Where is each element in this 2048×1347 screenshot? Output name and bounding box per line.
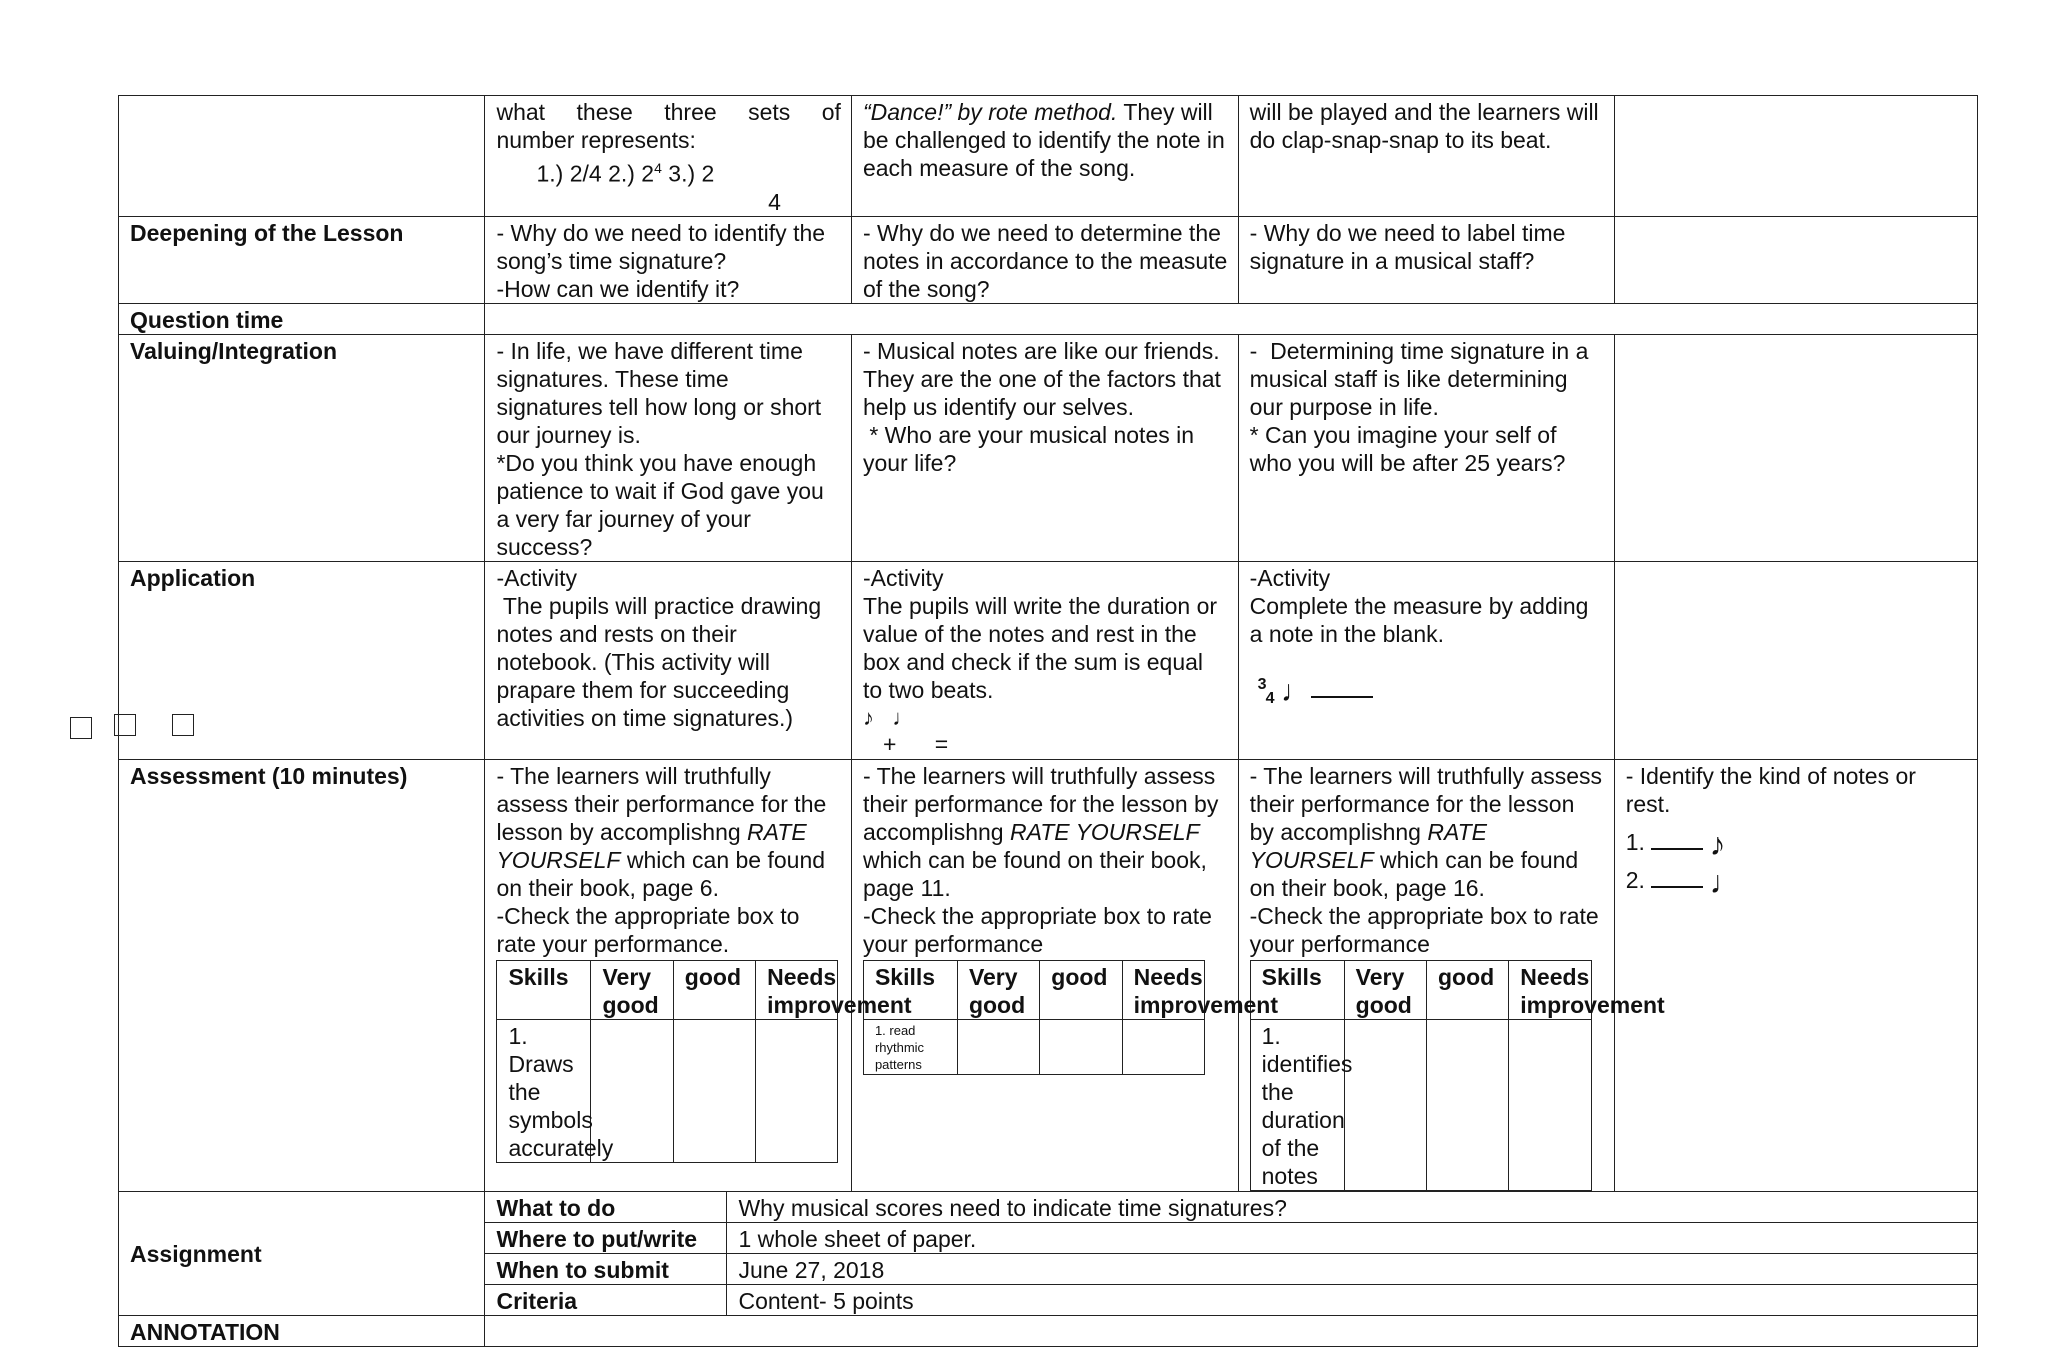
eighth-note-icon: ♪ xyxy=(1709,825,1726,862)
identify-item-1 xyxy=(1625,825,1967,862)
rate-header-very-good: Very good xyxy=(1344,960,1426,1019)
application-col2 xyxy=(851,561,1238,759)
rate-header-skills: Skills xyxy=(497,960,591,1019)
intro-text-1: what these three sets of xyxy=(496,99,841,125)
assessment-col3-italic: RATE YOURSELF xyxy=(1249,818,1487,873)
assessment-col4 xyxy=(1614,759,1977,1191)
assignment-value: June 27, 2018 xyxy=(727,1253,1977,1284)
deepening-col1 xyxy=(485,216,851,303)
rate-skill-cell: 1. identifies the duration of the notes xyxy=(1250,1019,1344,1190)
intro-text-3 xyxy=(496,154,840,188)
assignment-key: Criteria xyxy=(485,1284,727,1315)
rate-header-needs-improvement: Needs improvement xyxy=(756,960,838,1019)
lesson-plan-table xyxy=(118,95,1978,1347)
intro-col1 xyxy=(485,96,851,217)
assignment-value: Content- 5 points xyxy=(727,1284,1977,1315)
rate-cell-good[interactable] xyxy=(1040,1019,1122,1074)
assignment-what-row xyxy=(485,1192,1977,1223)
deepening-col3 xyxy=(1238,216,1614,303)
rate-skill-cell: 1. read rhythmic patterns xyxy=(863,1019,957,1074)
lesson-plan-sheet xyxy=(118,95,1978,1347)
measure-exercise xyxy=(1250,674,1604,706)
checkbox-1[interactable] xyxy=(70,717,92,739)
assignment-key: Where to put/write xyxy=(485,1222,727,1253)
application-col4 xyxy=(1614,561,1977,759)
deepening-col1-b: -How can we identify it? xyxy=(496,275,740,302)
music-notes-icon: ♪ ♩ xyxy=(862,704,915,730)
intro-col4 xyxy=(1614,96,1977,217)
assignment-key: What to do xyxy=(485,1192,727,1223)
intro-text-2: number represents: xyxy=(496,127,696,153)
assessment-col2-b: which can be found on their book, page 11. xyxy=(862,846,1207,901)
deepening-label: Deepening of the Lesson xyxy=(119,216,485,303)
valuing-col1 xyxy=(485,334,851,561)
rate-skill-cell: 1. Draws the symbols accurately xyxy=(497,1019,591,1162)
assessment-col1-c: -Check the appropriate box to rate your performance. xyxy=(496,902,800,957)
assessment-col3 xyxy=(1238,759,1665,1191)
answer-blank[interactable] xyxy=(1311,674,1373,698)
valuing-col3-b: * Can you imagine your self of who you will be after 25 years? xyxy=(1249,421,1566,476)
valuing-col2-a: - Musical notes are like our friends. They are the one of the factors that help us identify our selves. xyxy=(862,337,1221,420)
intro-col3 xyxy=(1238,96,1614,217)
question-time-cell xyxy=(485,303,1978,334)
application-col2-b: The pupils will write the duration or value of the notes and rest in the box and check if the sum is equal to two beats. xyxy=(862,592,1218,703)
assessment-col3-b: which can be found on their book, page 16. xyxy=(1249,846,1579,901)
rate-cell-very-good[interactable] xyxy=(957,1019,1039,1074)
application-col1-a: -Activity xyxy=(496,564,577,591)
rate-yourself-table-3 xyxy=(1250,960,1665,1191)
assessment-row xyxy=(119,759,1978,1191)
intro-col3-text: will be played and the learners will do clap-snap-snap to its beat. xyxy=(1249,99,1599,153)
rate-cell-needs-improvement[interactable] xyxy=(756,1019,838,1162)
rate-header-needs-improvement: Needs improvement xyxy=(1509,960,1591,1019)
application-col2-a: -Activity xyxy=(862,564,944,591)
valuing-col3-a: - Determining time signature in a musical staff is like determining our purpose in life. xyxy=(1249,337,1595,420)
rate-header-needs-improvement: Needs improvement xyxy=(1122,960,1204,1019)
deepening-col4 xyxy=(1614,216,1977,303)
question-time-row xyxy=(119,303,1978,334)
valuing-col4 xyxy=(1614,334,1977,561)
application-col3-b: Complete the measure by adding a note in the blank. xyxy=(1249,592,1589,647)
intro-sup: 4 xyxy=(654,160,662,176)
application-col1 xyxy=(485,561,851,759)
rate-cell-good[interactable] xyxy=(673,1019,755,1162)
rate-header-good: good xyxy=(1426,960,1508,1019)
application-col1-b: The pupils will practice drawing notes and rests on their notebook. (This activity will prapare them for succeeding activities on time signatures.) xyxy=(496,592,828,731)
assessment-col2-italic: RATE YOURSELF xyxy=(1009,818,1200,845)
assessment-col2 xyxy=(851,759,1279,1191)
assignment-value: 1 whole sheet of paper. xyxy=(727,1222,1977,1253)
rate-header-skills: Skills xyxy=(1250,960,1344,1019)
annotation-label: ANNOTATION xyxy=(119,1315,485,1346)
assessment-col1-b: which can be found on their book, page 6. xyxy=(496,846,826,901)
intro-col2-italic: “Dance!” by rote method. xyxy=(862,99,1118,125)
assignment-cell xyxy=(485,1191,1978,1315)
application-row xyxy=(119,561,1978,759)
assessment-col3-c: -Check the appropriate box to rate your performance xyxy=(1249,902,1599,957)
intro-text-3a: 1.) 2/4 2.) 2 xyxy=(536,160,655,187)
application-col3-a: -Activity xyxy=(1249,564,1331,591)
rate-cell-very-good[interactable] xyxy=(1344,1019,1426,1190)
rate-cell-good[interactable] xyxy=(1426,1019,1508,1190)
assessment-col2-c: -Check the appropriate box to rate your performance xyxy=(862,902,1212,957)
question-time-label: Question time xyxy=(119,303,485,334)
intro-row xyxy=(119,96,1978,217)
application-col2-ops: + = xyxy=(882,730,949,757)
assessment-label: Assessment (10 minutes) xyxy=(119,759,485,1191)
assignment-label: Assignment xyxy=(119,1191,485,1315)
annotation-row xyxy=(119,1315,1978,1346)
deepening-col3-text: - Why do we need to label time signature in a musical staff? xyxy=(1249,219,1566,274)
valuing-col2 xyxy=(851,334,1238,561)
valuing-col2-b: * Who are your musical notes in your life? xyxy=(862,421,1201,476)
annotation-cell xyxy=(485,1315,1978,1346)
deepening-col1-a: - Why do we need to identify the song’s time signature? xyxy=(496,219,826,274)
identify-blank-1[interactable] xyxy=(1651,826,1703,850)
assignment-key: When to submit xyxy=(485,1253,727,1284)
valuing-col1-b: *Do you think you have enough patience to wait if God gave you a very far journey of your success? xyxy=(496,449,824,560)
time-signature-top: 3 xyxy=(1257,675,1267,693)
assessment-col3-a: - The learners will truthfully assess their performance for the lesson by accomplishng xyxy=(1249,762,1603,845)
intro-text-3b: 3.) 2 xyxy=(661,160,715,187)
intro-label-cell xyxy=(119,96,485,217)
assignment-criteria-row xyxy=(485,1284,1977,1315)
rate-header-good: good xyxy=(673,960,755,1019)
quarter-note-icon: ♩ xyxy=(1280,674,1311,708)
valuing-row xyxy=(119,334,1978,561)
assessment-col1-a: - The learners will truthfully assess their performance for the lesson by accomplishng xyxy=(496,762,827,845)
rate-header-very-good: Very good xyxy=(957,960,1039,1019)
valuing-col3 xyxy=(1238,334,1614,561)
rate-cell-needs-improvement[interactable] xyxy=(1509,1019,1591,1190)
deepening-row xyxy=(119,216,1978,303)
assignment-where-row xyxy=(485,1222,1977,1253)
rate-header-skills: Skills xyxy=(863,960,957,1019)
time-signature-bottom: 4 xyxy=(1265,689,1275,707)
rate-header-very-good: Very good xyxy=(591,960,673,1019)
assignment-when-row xyxy=(485,1253,1977,1284)
assignment-row xyxy=(119,1191,1978,1315)
quarter-note-icon: ♩ xyxy=(1709,863,1742,900)
identify-blank-2[interactable] xyxy=(1651,864,1703,888)
rate-cell-needs-improvement[interactable] xyxy=(1122,1019,1204,1074)
application-label: Application xyxy=(119,561,485,759)
assignment-value: Why musical scores need to indicate time signatures? xyxy=(727,1192,1977,1223)
intro-text-4: 4 xyxy=(768,188,781,215)
identify-item-2 xyxy=(1625,863,1967,900)
rate-header-good: good xyxy=(1040,960,1122,1019)
valuing-label: Valuing/Integration xyxy=(119,334,485,561)
intro-col2-text: They will be challenged to identify the note in each measure of the song. xyxy=(862,99,1225,181)
assessment-col4-a: - Identify the kind of notes or rest. xyxy=(1625,762,1916,817)
identify-item-1-number: 1. xyxy=(1625,828,1645,855)
application-col3 xyxy=(1238,561,1614,759)
assignment-table xyxy=(485,1192,1977,1315)
deepening-col2-text: - Why do we need to determine the notes in accordance to the measute of the song? xyxy=(862,219,1228,302)
deepening-col2 xyxy=(851,216,1238,303)
rate-yourself-table-2 xyxy=(863,960,1279,1075)
identify-item-2-number: 2. xyxy=(1625,866,1645,893)
assessment-col1-italic: RATE YOURSELF xyxy=(496,818,807,873)
valuing-col1-a: - In life, we have different time signatures. These time signatures tell how long or short our journey is. xyxy=(496,337,822,448)
time-signature xyxy=(1257,675,1275,707)
intro-col2 xyxy=(851,96,1238,217)
assessment-col2-a: - The learners will truthfully assess their performance for the lesson by accomplishng xyxy=(862,762,1219,845)
